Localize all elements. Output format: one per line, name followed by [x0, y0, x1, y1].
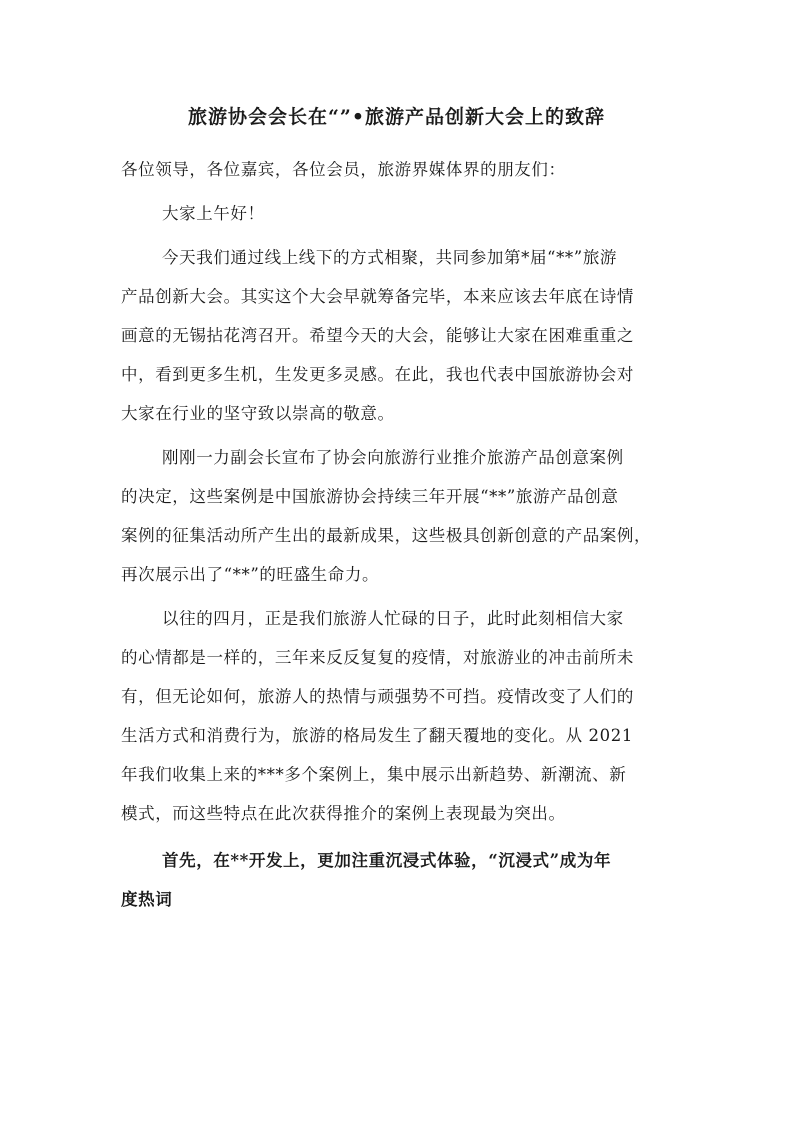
greeting: 大家上午好！ — [162, 204, 265, 223]
section-heading — [121, 841, 681, 919]
paragraph-line: 刚刚一力副会长宣布了协会向旅游行业推介旅游产品创意案例 — [162, 448, 624, 467]
paragraph-line: 年我们收集上来的***多个案例上，集中展示出新趋势、新潮流、新 — [121, 765, 627, 784]
paragraph-line: 大家在行业的坚守致以崇高的敬意。 — [121, 404, 395, 423]
heading-line: 度热词 — [121, 890, 173, 909]
paragraph-2 — [121, 438, 681, 594]
paragraph-line: 案例的征集活动所产生出的最新成果，这些极具创新创意的产品案例， — [121, 526, 652, 545]
paragraph-line: 生活方式和消费行为，旅游的格局发生了翻天覆地的变化。从 2021 — [121, 726, 633, 745]
paragraph-3 — [121, 599, 681, 833]
paragraph-line: 画意的无锡拈花湾召开。希望今天的大会，能够让大家在困难重重之 — [121, 326, 634, 345]
paragraph-line: 产品创新大会。其实这个大会早就筹备完毕，本来应该去年底在诗情 — [121, 287, 634, 306]
document-body — [121, 150, 681, 919]
paragraph-line: 中，看到更多生机，生发更多灵感。在此，我也代表中国旅游协会对 — [121, 365, 634, 384]
paragraph-line: 以往的四月，正是我们旅游人忙碌的日子，此时此刻相信大家 — [162, 609, 624, 628]
paragraph-line: 的决定，这些案例是中国旅游协会持续三年开展“**”旅游产品创意 — [121, 487, 619, 506]
paragraph-line: 今天我们通过线上线下的方式相聚，共同参加第*届“**”旅游 — [162, 248, 618, 267]
paragraph-line: 有，但无论如何，旅游人的热情与顽强势不可挡。疫情改变了人们的 — [121, 687, 634, 706]
document-title: 旅游协会会长在“”•旅游产品创新大会上的致辞 — [187, 106, 605, 128]
paragraph-line: 模式，而这些特点在此次获得推介的案例上表现最为突出。 — [121, 804, 566, 823]
paragraph-1 — [121, 238, 681, 433]
paragraph-line: 的心情都是一样的，三年来反反复复的疫情，对旅游业的冲击前所未 — [121, 648, 634, 667]
salutation: 各位领导，各位嘉宾，各位会员，旅游界媒体界的朋友们： — [121, 160, 566, 179]
paragraph-line: 再次展示出了“**”的旺盛生命力。 — [121, 565, 380, 584]
heading-line: 首先，在**开发上，更加注重沉浸式体验，“沉浸式”成为年 — [162, 851, 612, 870]
